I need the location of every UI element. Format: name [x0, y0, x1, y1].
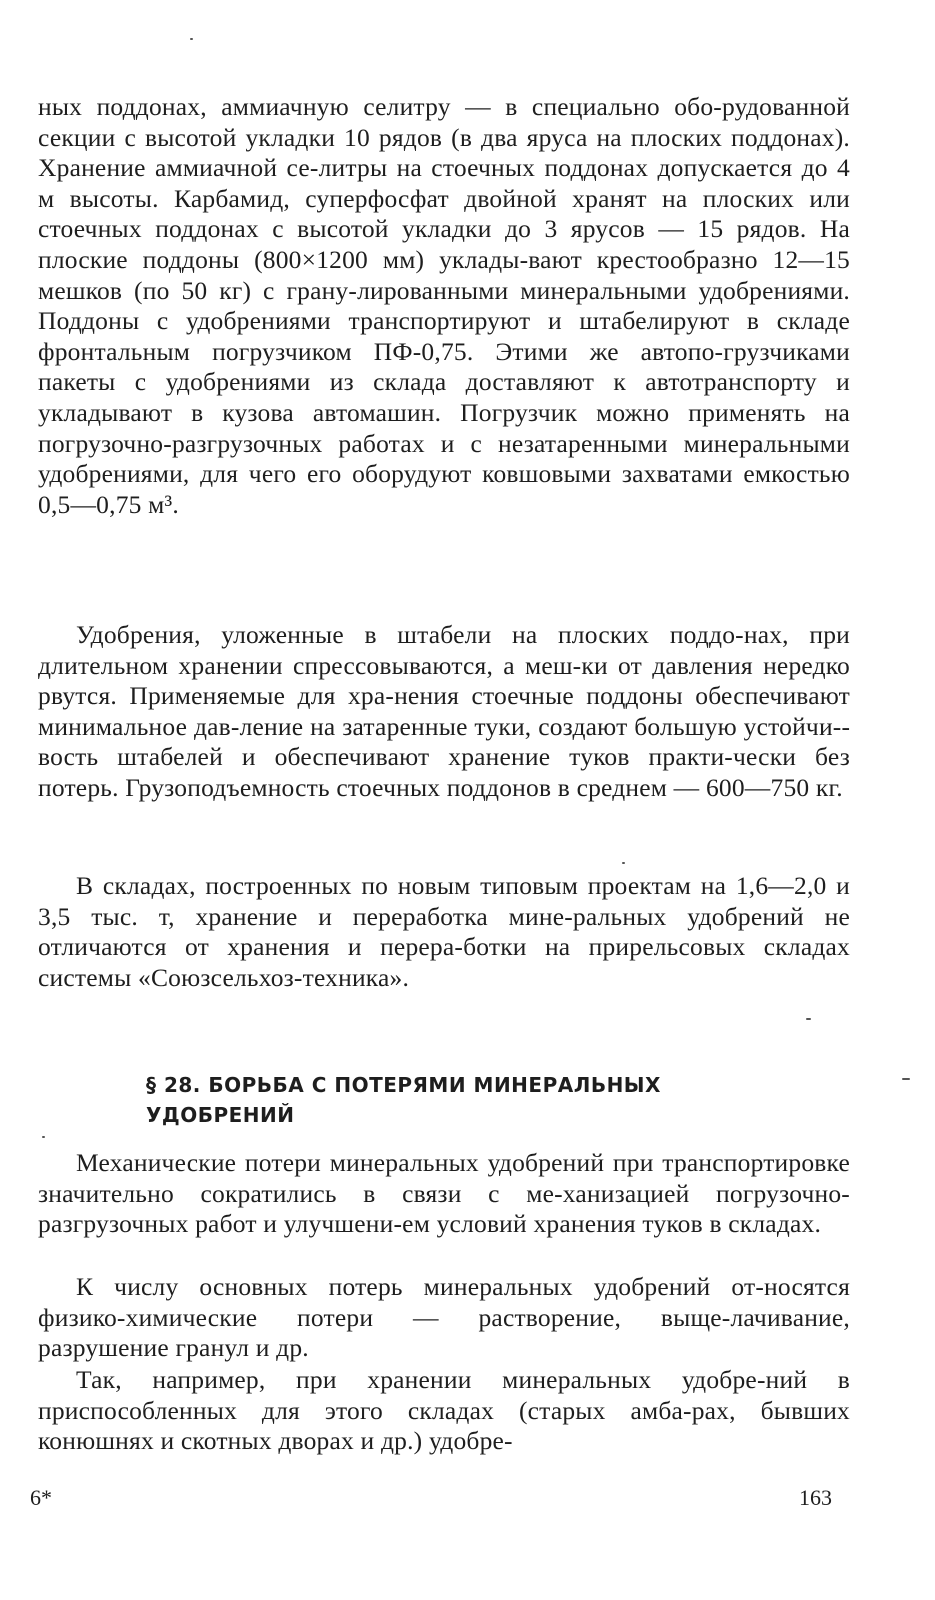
scan-speck [190, 38, 193, 40]
page-number: 163 [799, 1485, 832, 1510]
scan-speck [42, 1136, 45, 1138]
scan-speck [622, 862, 625, 864]
section-heading: § 28. БОРЬБА С ПОТЕРЯМИ МИНЕРАЛЬНЫХ УДОБРЕНИЙ [146, 1073, 661, 1127]
paragraph-stacking-pressure: Удобрения, уложенные в штабели на плоских поддо-нах, при длительном хранении спрессовываются, а меш-ки от давления нередко рвутся. Применяемые для хра-нения стоечные поддоны обеспечивают минимальное дав-ление на затаренные туки, создают большую устойчи-вость штабелей и обеспечивают хранение туков практи-чески без потерь. Грузоподъемность стоечных поддонов в среднем — 600—750 кг. [38, 620, 850, 802]
paragraph-mechanical-losses: Механические потери минеральных удобрений при транспортировке значительно сократились в связи с ме-ханизацией погрузочно-разгрузочных работ и улучшени-ем условий хранения туков в складах. [38, 1148, 850, 1239]
scan-speck [902, 1078, 910, 1080]
paragraph-chemical-losses: К числу основных потерь минеральных удобрений от-носятся физико-химические потери — растворение, выще-лачивание, разрушение гранул и др. [38, 1272, 850, 1363]
signature-mark: 6* [30, 1485, 52, 1510]
paragraph-adapted-storage: Так, например, при хранении минеральных удобре-ний в приспособленных для этого складах (старых амба-рах, бывших конюшнях и скотных дворах и др.) удобре- [38, 1365, 850, 1456]
paragraph-storage-pallets: ных поддонах, аммиачную селитру — в специально обо-рудованной секции с высотой укладки 10 рядов (в два яруса на плоских поддонах). Хранение аммиачной се-литры на стоечных поддонах допускается до 4 м высоты. Карбамид, суперфосфат двойной хранят на плоских или стоечных поддонах с высотой укладки до 3 ярусов — 15 рядов. На плоские поддоны (800×1200 мм) уклады-вают крестообразно 12—15 мешков (по 50 кг) с грану-лированными минеральными удобрениями. Поддоны с удобрениями транспортируют и штабелируют в складе фронтальным погрузчиком ПФ-0,75. Этими же автопо-грузчиками пакеты с удобрениями из склада доставляют к автотранспорту и укладывают в кузова автомашин. Погрузчик можно применять на погрузочно-разгрузочных работах и с незатаренными минеральными удобрениями, для чего его оборудуют ковшовыми захватами емкостью 0,5—0,75 м³. [38, 92, 850, 519]
paragraph-new-warehouses: В складах, построенных по новым типовым проектам на 1,6—2,0 и 3,5 тыс. т, хранение и переработка мине-ральных удобрений не отличаются от хранения и перера-ботки на прирельсовых складах системы «Союзсельхоз-техника». [38, 871, 850, 992]
scan-speck [806, 1018, 811, 1020]
